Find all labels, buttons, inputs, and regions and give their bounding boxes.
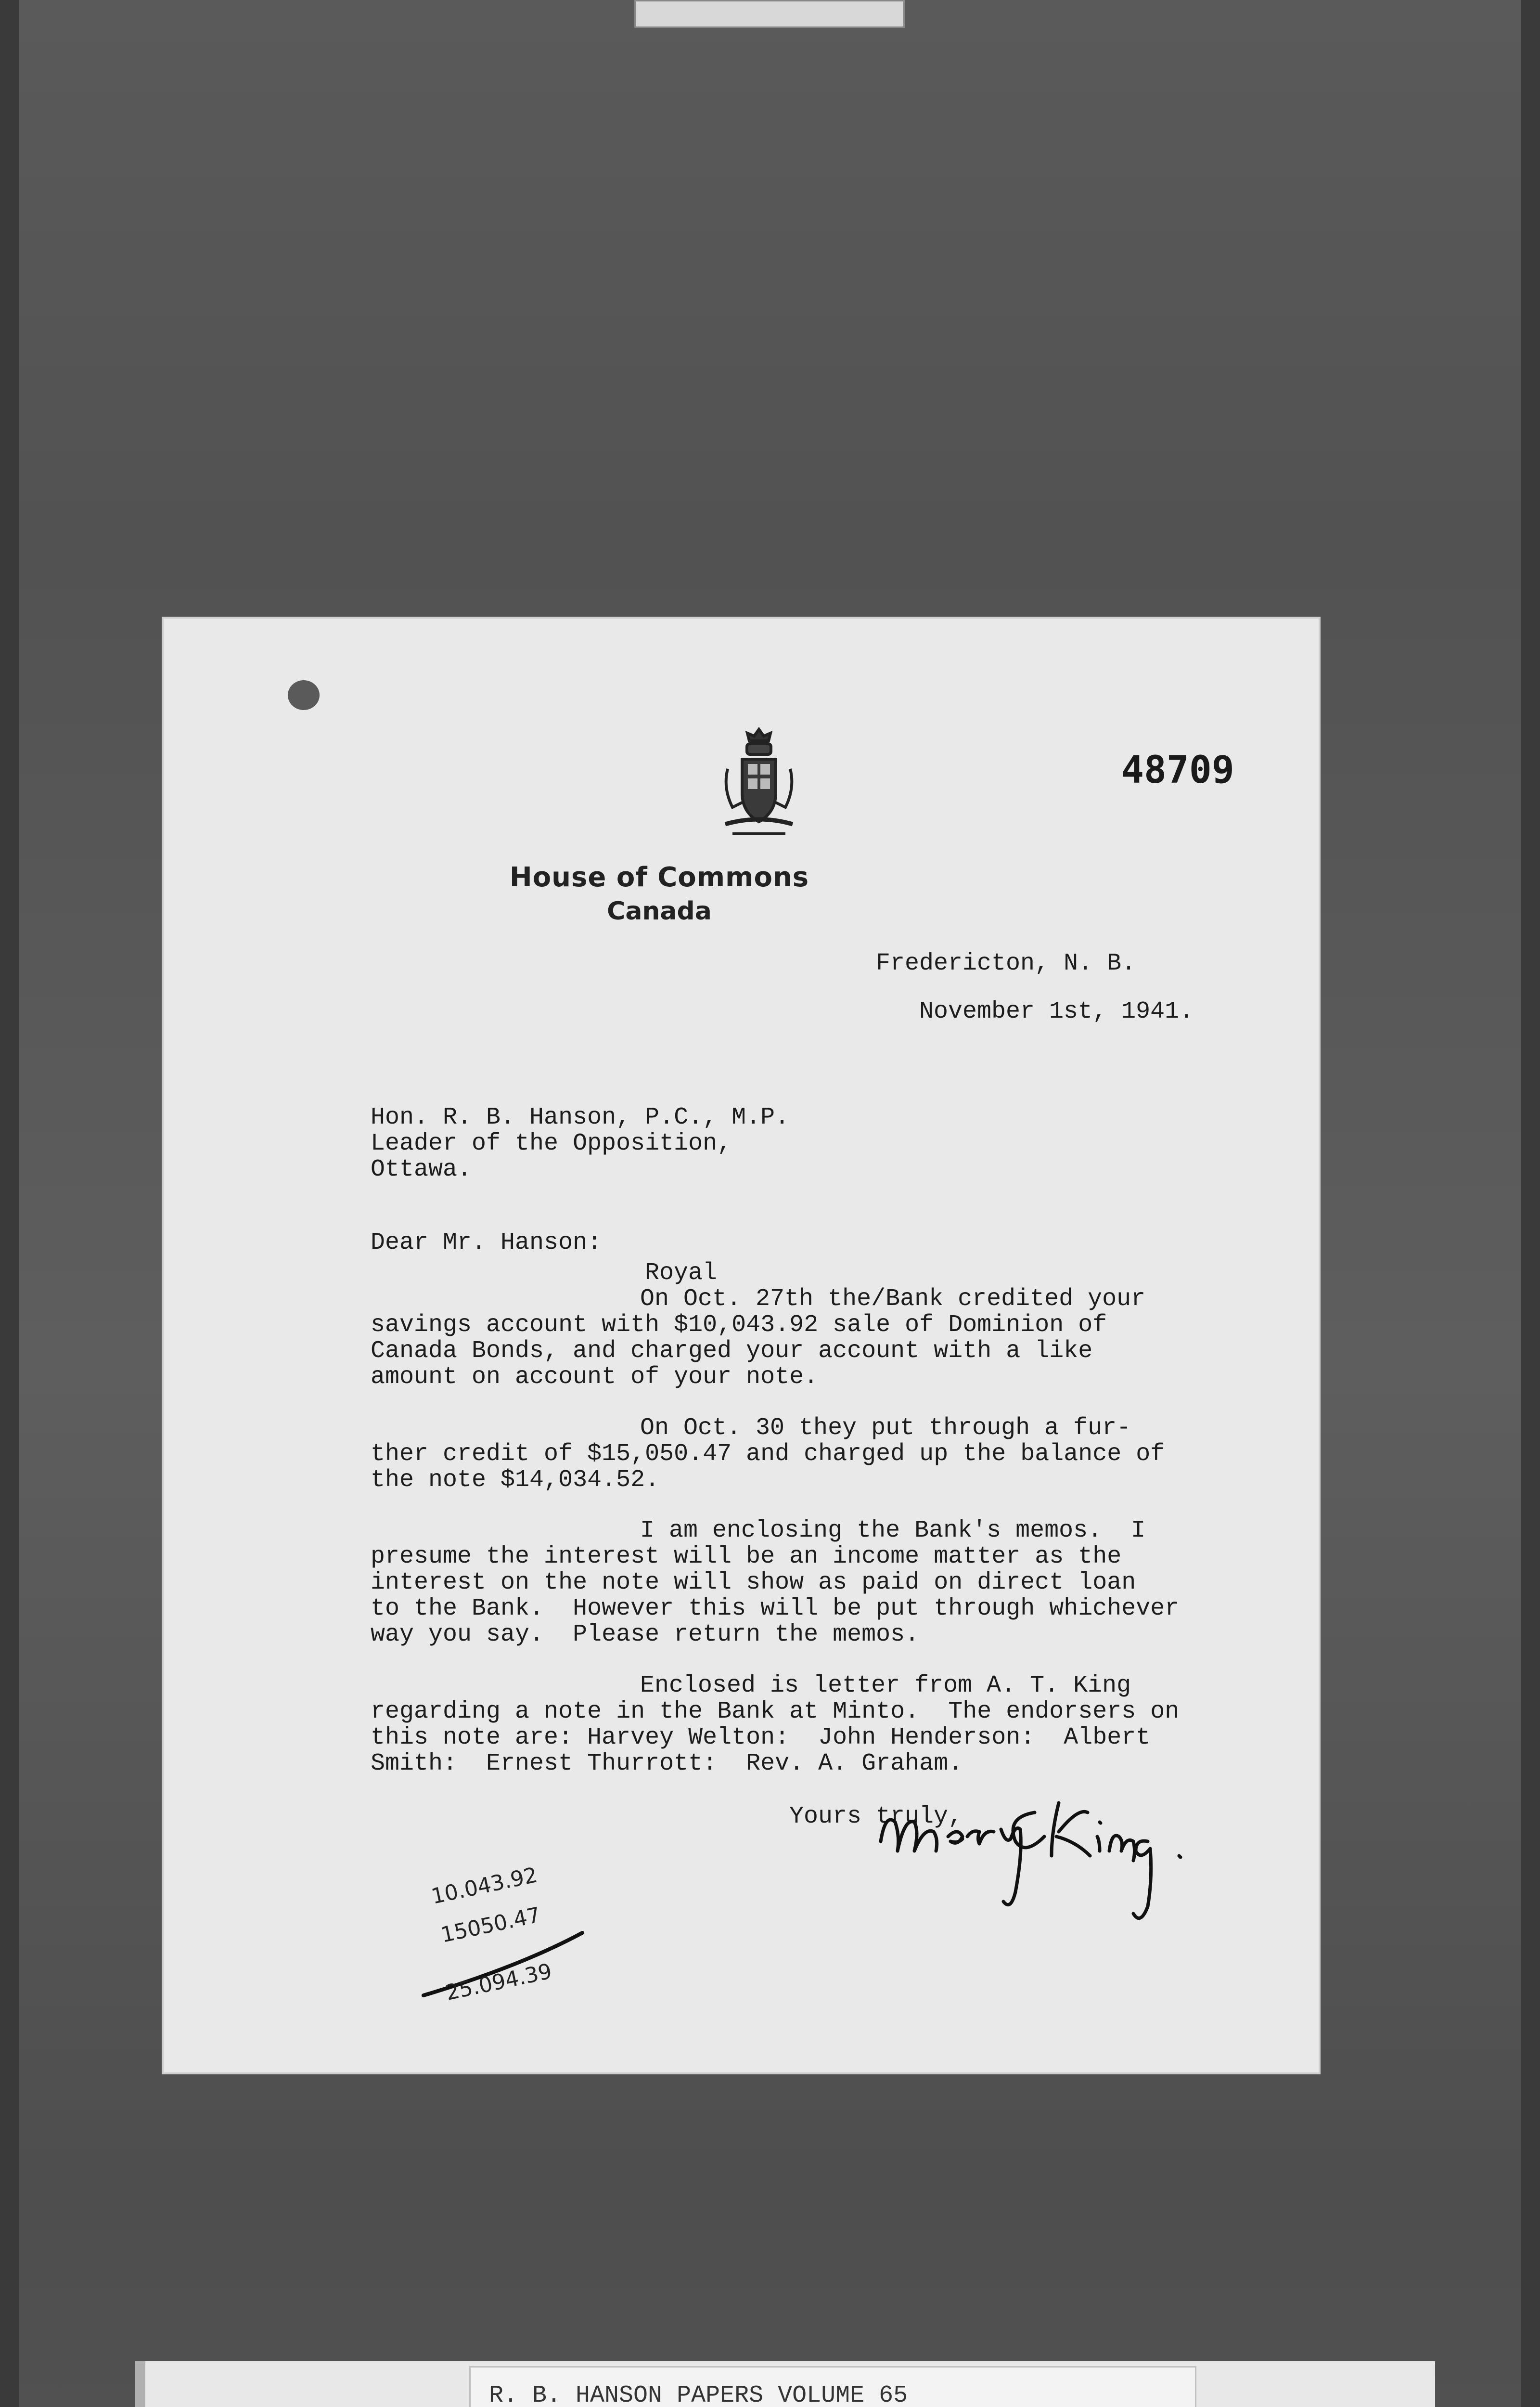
scan-edge-right (1521, 0, 1540, 2407)
paragraph-line: I am enclosing the Bank's memos. I (640, 1517, 1146, 1544)
calc-line: 25.094.39 (443, 1959, 554, 2006)
archive-tab-label: R. B. HANSON PAPERS VOLUME 65 (489, 2382, 908, 2407)
letterhead-title: House of Commons (509, 862, 809, 893)
paragraph-line: to the Bank. However this will be put through whichever (371, 1595, 1180, 1622)
letter-date: November 1st, 1941. (919, 998, 1194, 1025)
signature (871, 1784, 1218, 1928)
paragraph-line: interest on the note will show as paid on direct loan (371, 1569, 1136, 1596)
paragraph-line: way you say. Please return the memos. (371, 1621, 920, 1648)
letter-place: Fredericton, N. B. (876, 950, 1136, 977)
paragraph-line: Enclosed is letter from A. T. King (640, 1672, 1131, 1699)
paragraph-line: Smith: Ernest Thurrott: Rev. A. Graham. (371, 1750, 963, 1777)
recipient-line: Ottawa. (371, 1156, 472, 1183)
paragraph-line: regarding a note in the Bank at Minto. The endorsers on (371, 1698, 1180, 1725)
closing: Yours truly, (789, 1803, 963, 1830)
recipient-line: Leader of the Opposition, (371, 1130, 732, 1157)
scan-edge-left (0, 0, 19, 2407)
punch-hole (288, 680, 320, 710)
top-clip (634, 0, 905, 28)
letterhead-subtitle: Canada (607, 897, 712, 926)
calc-line: 15050.47 (438, 1902, 543, 1948)
paragraph-line: Canada Bonds, and charged your account with a like (371, 1337, 1093, 1365)
handwritten-calculation (414, 1851, 683, 2010)
paragraph-line: savings account with $10,043.92 sale of Dominion of (371, 1311, 1107, 1339)
paragraph-line: the note $14,034.52. (371, 1466, 660, 1494)
calc-line: 10.043.92 (429, 1863, 540, 1909)
paragraph-line: amount on account of your note. (371, 1363, 819, 1391)
insertion-note: Royal (645, 1259, 718, 1287)
paragraph-line: On Oct. 27th the/Bank credited your (640, 1285, 1146, 1313)
salutation: Dear Mr. Hanson: (371, 1229, 602, 1256)
paragraph-line: On Oct. 30 they put through a fur- (640, 1414, 1131, 1442)
royal-coat-of-arms-icon (718, 725, 800, 841)
paragraph-line: this note are: Harvey Welton: John Henderson: Albert (371, 1724, 1151, 1751)
recipient-line: Hon. R. B. Hanson, P.C., M.P. (371, 1104, 790, 1131)
letter-page (164, 619, 1319, 2072)
paragraph-line: presume the interest will be an income matter as the (371, 1543, 1122, 1570)
paragraph-line: ther credit of $15,050.47 and charged up the balance of (371, 1440, 1165, 1468)
archive-tab (469, 2366, 1196, 2407)
document-number: 48709 (1121, 749, 1234, 792)
